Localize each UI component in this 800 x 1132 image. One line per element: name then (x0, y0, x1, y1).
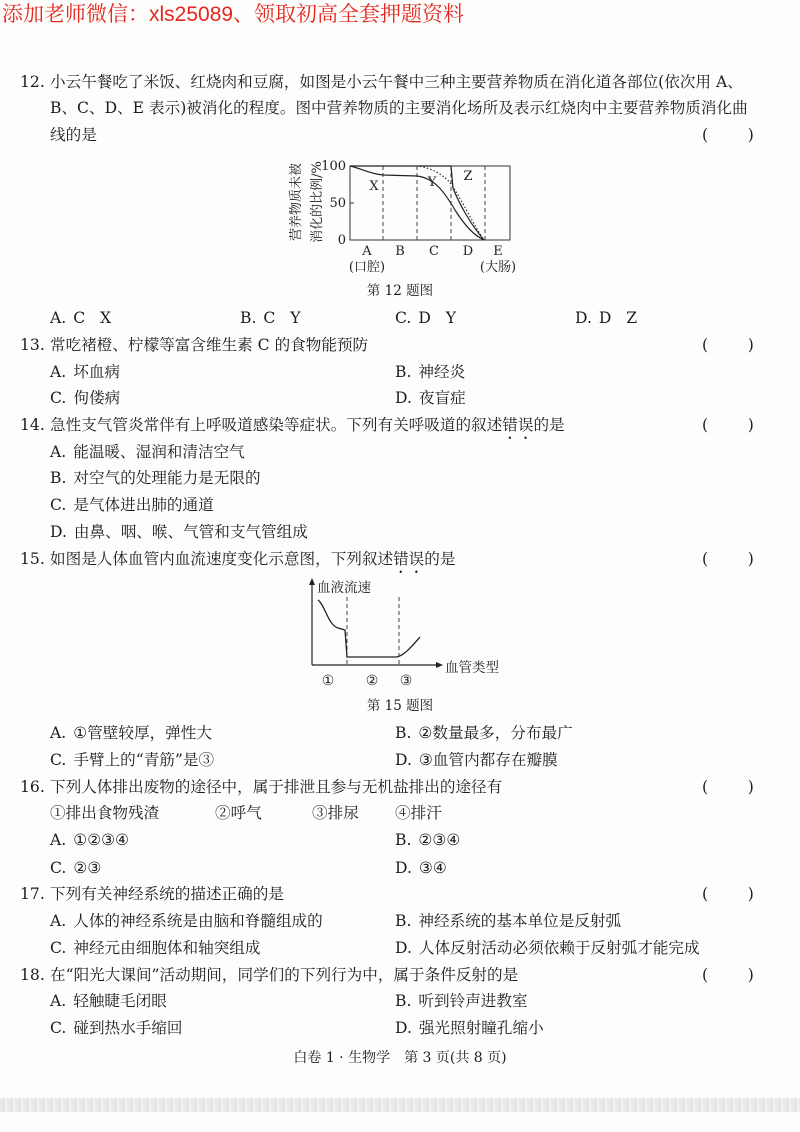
option-letter: B. (395, 992, 412, 1010)
option-letter: B. (395, 363, 412, 381)
statement-item: ④排汗 (395, 804, 442, 822)
option-letter: C. (50, 1019, 67, 1037)
y-axis-label-line-2: 消化的比例/% (310, 161, 325, 243)
option-text: 是气体进出肺的通道 (73, 496, 214, 514)
option-c (50, 750, 214, 770)
option-letter: D. (575, 309, 592, 327)
statement-item: ①排出食物残渣 (50, 804, 160, 822)
option-text: 轻触睫毛闭眼 (73, 992, 167, 1010)
y-axis-label: 血液流速 (317, 580, 371, 596)
option-text: C Y (263, 309, 301, 327)
option-letter: C. (50, 496, 67, 514)
question-number: 12. (20, 73, 45, 91)
question-number: 17. (20, 885, 45, 903)
stem-text: 急性支气管炎常伴有上呼吸道感染等症状。下列有关呼吸道的叙述 (50, 416, 503, 434)
option-letter: A. (50, 831, 67, 849)
option-a (50, 830, 129, 850)
option-a (50, 991, 167, 1011)
x-tick-label: D (462, 244, 474, 259)
option-text: 坏血病 (73, 363, 121, 381)
answer-bracket: ( ) (702, 778, 754, 796)
option-d (395, 388, 466, 408)
option-text: D Y (418, 309, 457, 327)
option-text: 人体反射活动必须依赖于反射弧才能完成 (418, 939, 700, 957)
page-footer: 白卷 1 · 生物学 第 3 页(共 8 页) (293, 1050, 507, 1066)
option-c (395, 308, 456, 328)
option-a (50, 911, 323, 931)
question-number: 13. (20, 336, 45, 354)
x-tick-label: E (493, 244, 503, 259)
question-number: 15. (20, 550, 45, 568)
option-text: 神经元由细胞体和轴突组成 (73, 939, 261, 957)
option-letter: C. (50, 859, 67, 877)
option-letter: A. (50, 363, 67, 381)
option-text: 手臂上的“青筋”是③ (73, 751, 215, 769)
curve-label-z: Z (463, 169, 473, 184)
option-letter: C. (50, 751, 67, 769)
option-b (395, 830, 460, 850)
option-letter: C. (50, 389, 67, 407)
y-axis-label-line-1: 营养物质未被 (289, 162, 304, 242)
option-b (395, 991, 528, 1011)
option-c (50, 495, 214, 515)
figure-15-blood-flow-chart (295, 575, 510, 690)
question-stem: 下列人体排出废物的途径中，属于排泄且参与无机盐排出的途径有 (50, 778, 503, 796)
answer-bracket: ( ) (702, 885, 754, 903)
curve-label-y: Y (427, 175, 437, 190)
option-letter: C. (395, 309, 412, 327)
x-axis-label: 血管类型 (445, 660, 499, 676)
answer-bracket: ( ) (702, 550, 754, 568)
x-tick-label: A (362, 244, 372, 259)
x-tick-label: B (395, 244, 405, 259)
option-letter: B. (395, 831, 412, 849)
y-tick-label: 50 (329, 196, 346, 211)
option-c (50, 858, 101, 878)
y-tick-label: 100 (321, 159, 346, 174)
scan-noise-band (0, 1098, 800, 1112)
option-c (50, 938, 260, 958)
question-stem-line: B、C、D、E 表示)被消化的程度。图中营养物质的主要消化场所及表示红烧肉中主要营养物质消化曲 (50, 99, 748, 117)
option-letter: A. (50, 724, 67, 742)
x-sublabel-mouth: (口腔) (348, 260, 386, 275)
option-letter: B. (50, 469, 67, 487)
option-text: 碰到热水手缩回 (73, 1019, 183, 1037)
stem-text: 的是 (424, 550, 456, 568)
answer-bracket: ( ) (702, 416, 754, 434)
promo-header: 添加老师微信：xls25089、领取初高全套押题资料 (2, 3, 465, 26)
option-text: D Z (598, 309, 638, 327)
option-text: ②数量最多，分布最广 (418, 724, 573, 742)
question-stem: 常吃褚橙、柠檬等富含维生素 C 的食物能预防 (50, 336, 369, 354)
stem-text: 的是 (533, 416, 565, 434)
option-c (50, 388, 120, 408)
option-letter: D. (395, 751, 412, 769)
question-stem (50, 549, 455, 577)
option-text: 人体的神经系统是由脑和脊髓组成的 (73, 912, 323, 930)
x-axis-arrow (436, 662, 443, 668)
option-text: ①管壁较厚，弹性大 (73, 724, 212, 742)
question-stem-line: 线的是 (50, 126, 97, 144)
option-c (50, 1018, 183, 1038)
option-text: C X (73, 309, 112, 327)
option-text: ②③ (73, 859, 102, 877)
vessel-label-1: ① (321, 673, 335, 689)
emphasized-word: 错误 (393, 550, 425, 568)
option-letter: B. (240, 309, 257, 327)
curve-label-x: X (369, 179, 379, 194)
emphasized-word: 错误 (502, 416, 534, 434)
option-text: 对空气的处理能力是无限的 (73, 469, 261, 487)
option-letter: D. (395, 389, 412, 407)
option-text: 能温暖、湿润和清洁空气 (73, 443, 245, 461)
question-number: 16. (20, 778, 45, 796)
option-b (240, 308, 301, 328)
option-d (395, 750, 558, 770)
option-a (50, 362, 120, 382)
option-letter: A. (50, 309, 67, 327)
option-a (50, 723, 212, 743)
y-axis-arrow (309, 578, 315, 585)
figure-12-digestion-chart (270, 148, 540, 280)
figure-caption: 第 15 题图 (366, 698, 434, 714)
option-b (50, 468, 261, 488)
option-text: 听到铃声进教室 (418, 992, 528, 1010)
answer-bracket: ( ) (702, 966, 754, 984)
option-b (395, 723, 573, 743)
option-d (575, 308, 637, 328)
option-text: 夜盲症 (418, 389, 466, 407)
statement-item: ②呼气 (215, 804, 262, 822)
option-text: 神经系统的基本单位是反射弧 (418, 912, 622, 930)
option-letter: D. (395, 859, 412, 877)
option-text: ②③④ (418, 831, 461, 849)
option-letter: A. (50, 443, 67, 461)
option-b (395, 911, 621, 931)
vessel-label-3: ③ (399, 673, 413, 689)
option-letter: A. (50, 912, 67, 930)
option-b (395, 362, 465, 382)
option-a (50, 308, 111, 328)
option-letter: B. (395, 912, 412, 930)
x-tick-label: C (429, 244, 439, 259)
stem-text: 如图是人体血管内血流速度变化示意图，下列叙述 (50, 550, 394, 568)
option-letter: D. (395, 1019, 412, 1037)
question-stem-line: 小云午餐吃了米饭、红烧肉和豆腐，如图是小云午餐中三种主要营养物质在消化道各部位(依次用 A、 (50, 73, 743, 91)
flow-speed-curve (318, 600, 420, 657)
question-stem (50, 415, 565, 443)
option-letter: B. (395, 724, 412, 742)
option-text: ③血管内都存在瓣膜 (418, 751, 558, 769)
option-text: ③④ (418, 859, 447, 877)
y-tick-label: 0 (337, 233, 346, 248)
option-text: ①②③④ (73, 831, 130, 849)
option-letter: A. (50, 992, 67, 1010)
option-letter: D. (395, 939, 412, 957)
option-d (395, 858, 447, 878)
option-a (50, 442, 245, 462)
question-number: 18. (20, 966, 45, 984)
answer-bracket: ( ) (702, 126, 754, 144)
statement-item: ③排尿 (312, 804, 359, 822)
option-text: 由鼻、咽、喉、气管和支气管组成 (73, 523, 308, 541)
x-sublabel-large-intestine: (大肠) (479, 260, 517, 275)
option-text: 强光照射瞳孔缩小 (418, 1019, 544, 1037)
question-stem: 在“阳光大课间”活动期间，同学们的下列行为中，属于条件反射的是 (50, 966, 519, 984)
option-d (395, 938, 700, 958)
question-number: 14. (20, 416, 45, 434)
option-letter: D. (50, 523, 67, 541)
question-stem: 下列有关神经系统的描述正确的是 (50, 885, 284, 903)
figure-caption: 第 12 题图 (366, 283, 434, 299)
option-text: 神经炎 (418, 363, 466, 381)
option-letter: C. (50, 939, 67, 957)
option-d (50, 522, 308, 542)
option-d (395, 1018, 544, 1038)
answer-bracket: ( ) (702, 336, 754, 354)
option-text: 佝偻病 (73, 389, 121, 407)
vessel-label-2: ② (365, 673, 379, 689)
